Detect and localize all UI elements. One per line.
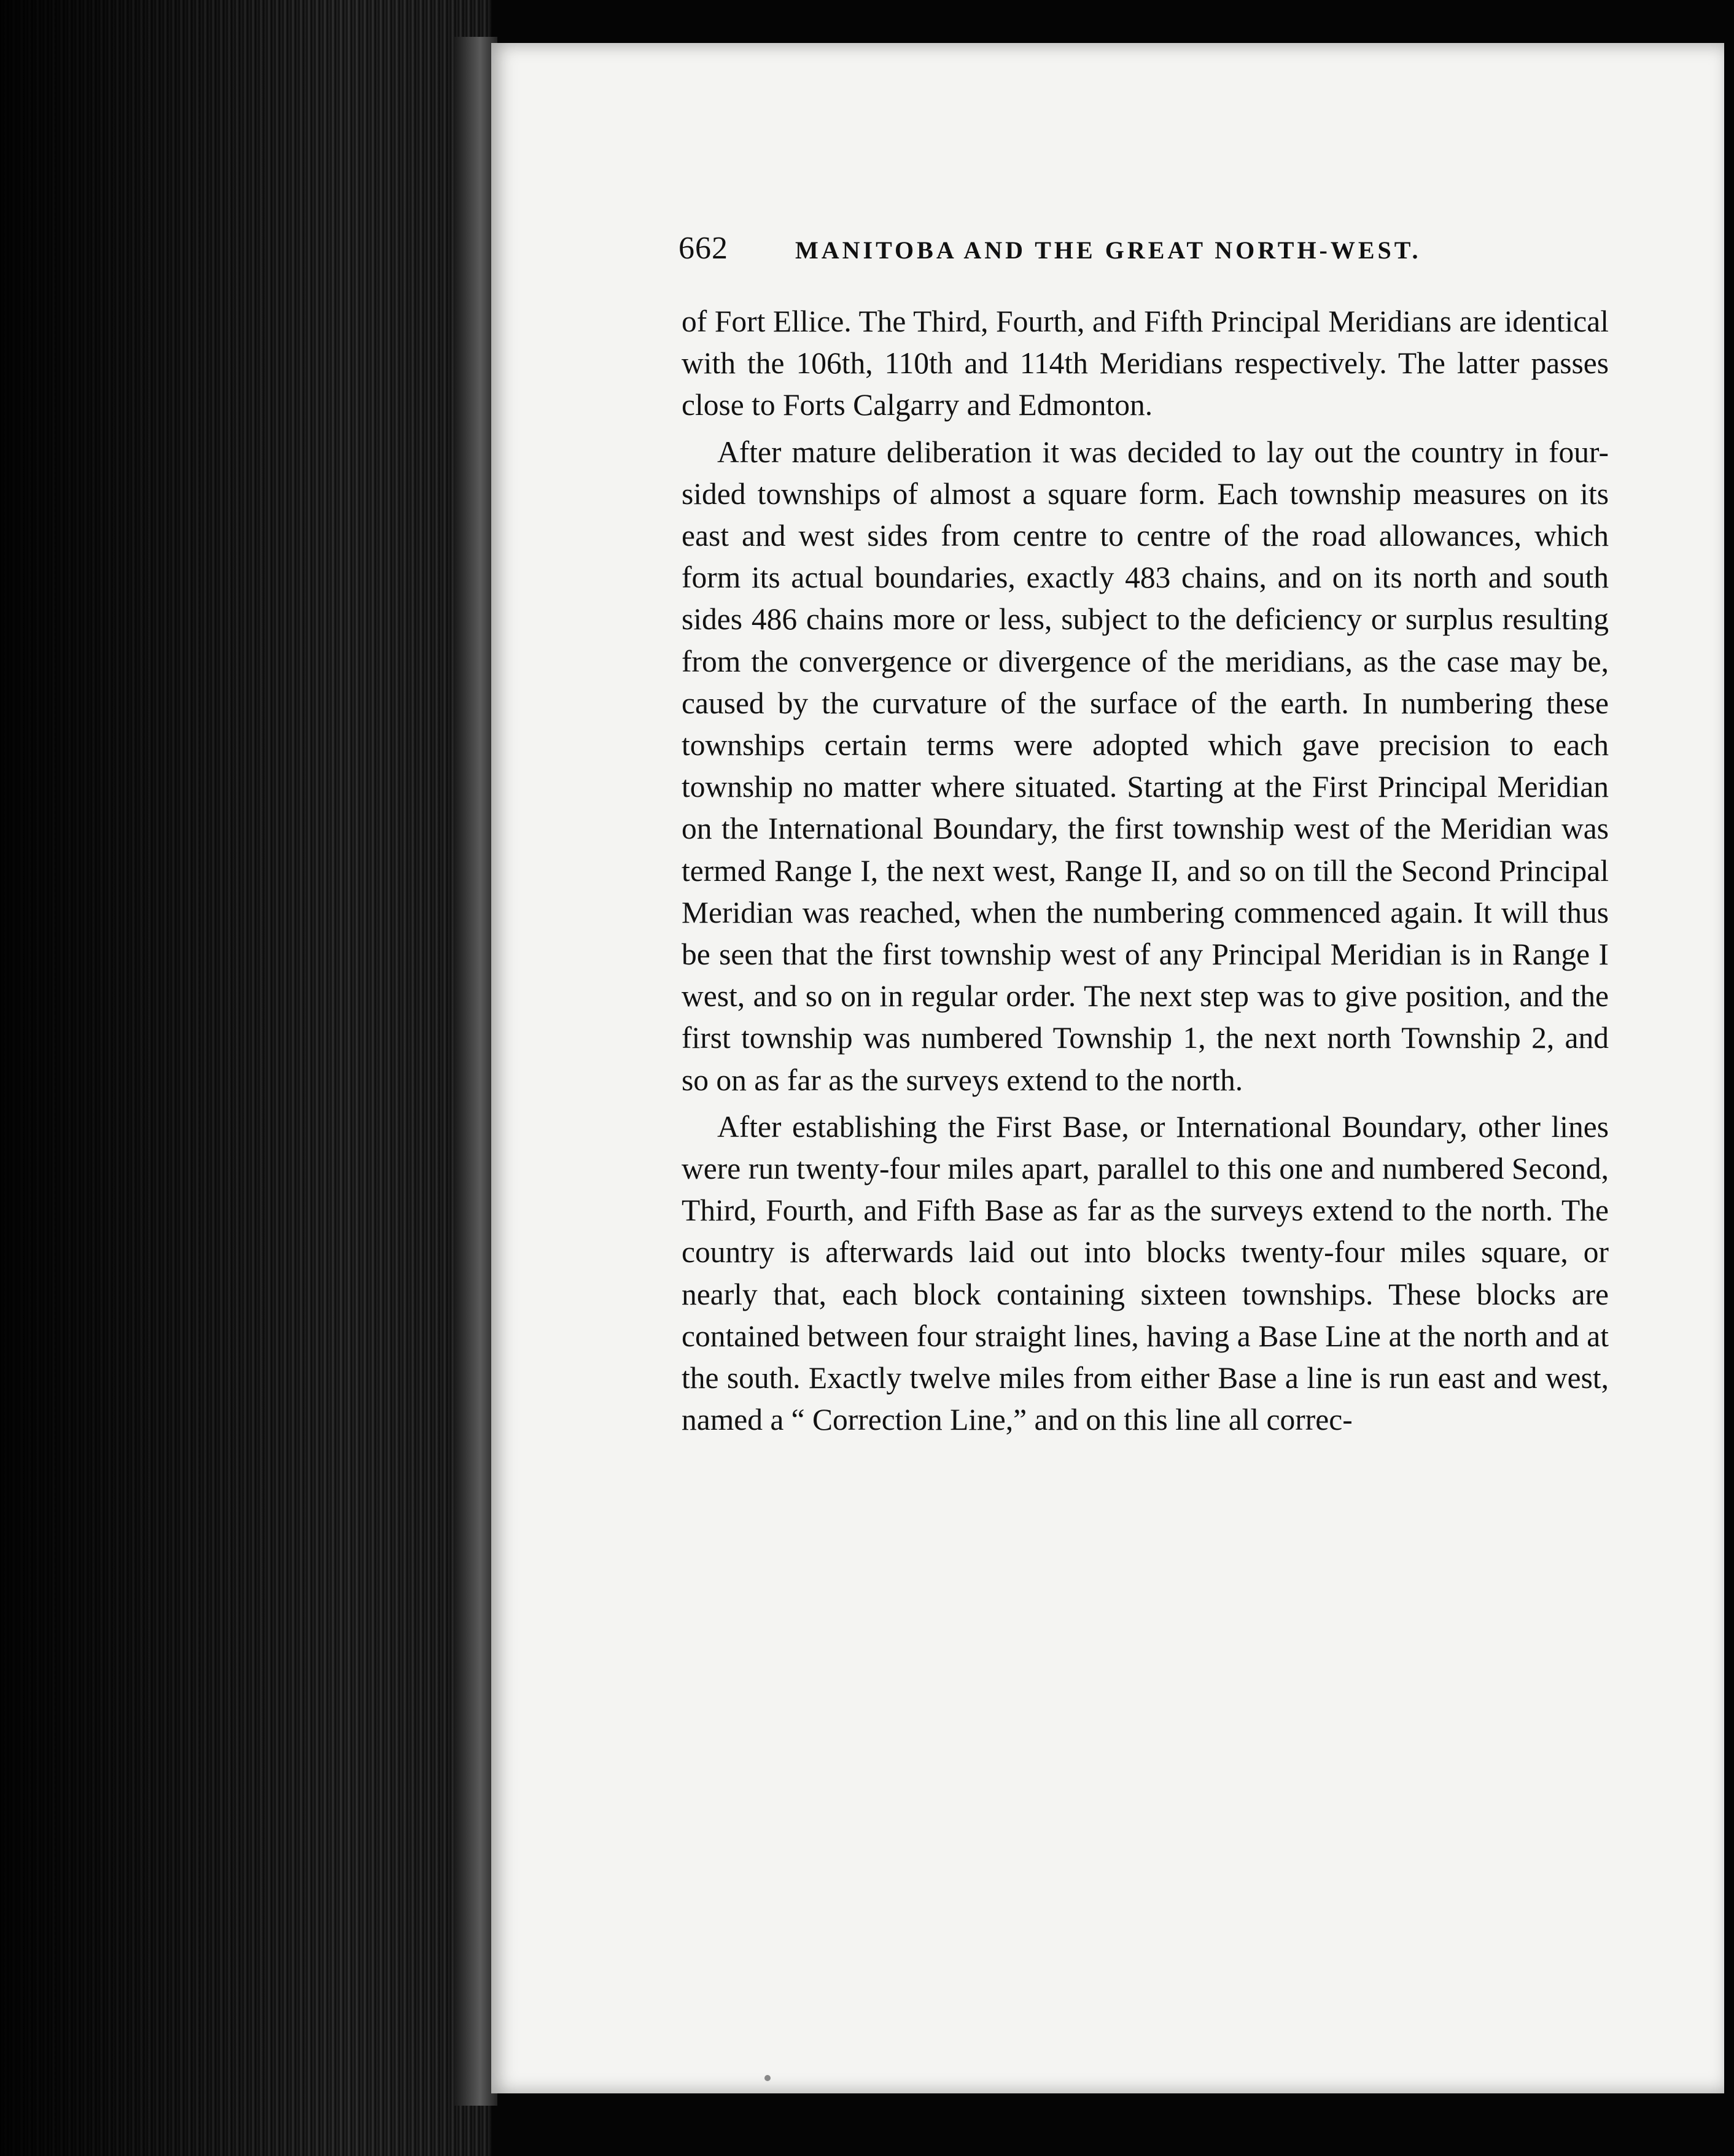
page-edge-shading (0, 0, 491, 2156)
paragraph: After mature deliberation it was decided to lay out the country in four-sided townships of almost a square form. Each township measures on its east and west sides from centre to centre of the road allowances, which form its actual boundaries, exactly 483 chains, and on its north and south sides 486 chains more or less, subject to the deficiency or surplus resulting from the convergence or divergence of the meridians, as the case may be, caused by the curvature of the surface of the earth. In numbering these townships certain terms were adopted which gave precision to each township no matter where situated. Starting at the First Principal Meridian on the International Boundary, the first township west of the Meridian was termed Range I, the next west, Range II, and so on till the Second Principal Meridian was reached, when the numbering commenced again. It will thus be seen that the first township west of any Principal Meridian is in Range I west, and so on in regular order. The next step was to give position, and the first township was numbered Township 1, the next north Township 2, and so on as far as the surveys extend to the north. (682, 435, 1609, 1097)
page-number: 662 (678, 231, 728, 266)
page-header (678, 230, 1600, 273)
running-title: MANITOBA AND THE GREAT NORTH-WEST. (795, 236, 1421, 264)
paragraph-continued: of Fort Ellice. The Third, Fourth, and Fifth Principal Meridians are identical with the 106th, 110th and 114th Meridians respectively. The latter passes close to Forts Calgarry and Edmonton. (682, 304, 1609, 422)
printer-mark (764, 2075, 771, 2081)
body-text (682, 301, 1609, 1441)
paragraph: After establishing the First Base, or International Boundary, other lines were run twenty-four miles apart, parallel to this one and numbered Second, Third, Fourth, and Fifth Base as far as the surveys extend to the north. The country is afterwards laid out into blocks twenty-four miles square, or nearly that, each block containing sixteen townships. These blocks are contained between four straight lines, having a Base Line at the north and at the south. Exactly twelve miles from either Base a line is run east and west, named a “ Correction Line,” and on this line all correc- (682, 1109, 1609, 1437)
